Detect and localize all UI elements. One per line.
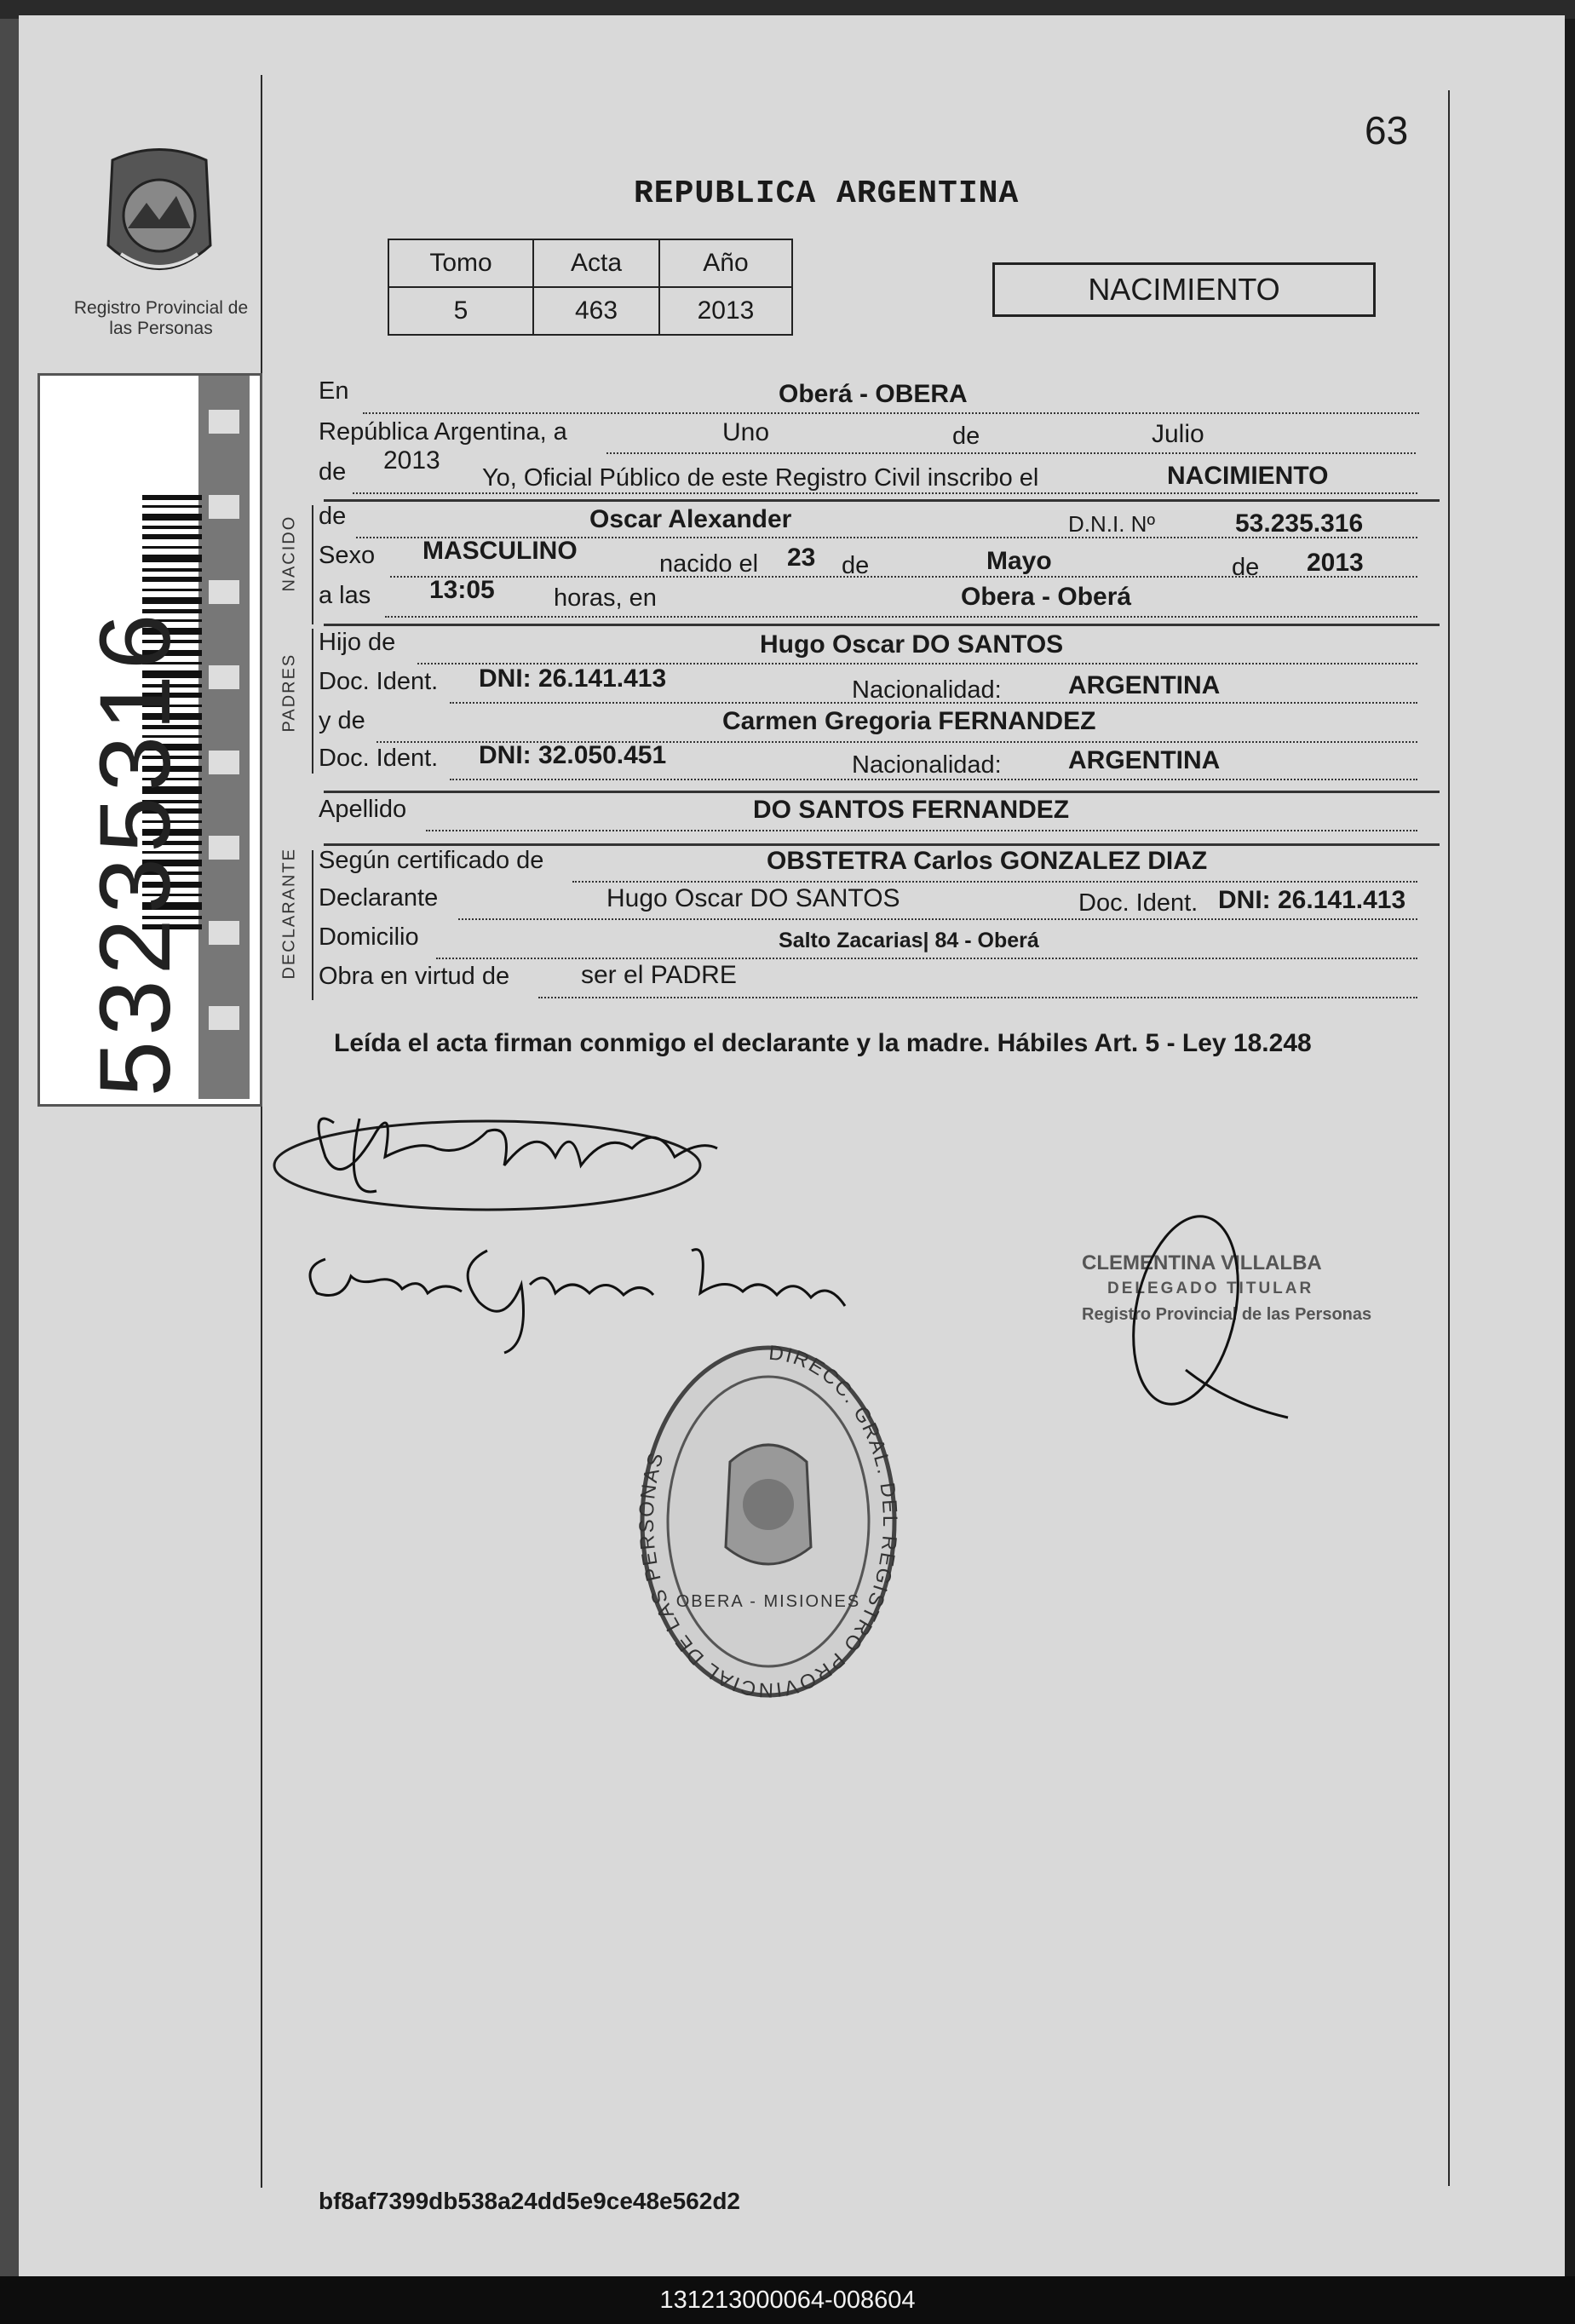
document-hash: bf8af7399db538a24dd5e9ce48e562d2 bbox=[319, 2188, 741, 2214]
dotted-line bbox=[572, 881, 1417, 883]
month-value: Julio bbox=[1152, 420, 1204, 448]
registry-logo-icon bbox=[95, 143, 223, 296]
act-word-value: NACIMIENTO bbox=[1167, 462, 1329, 490]
mother-doc-value: DNI: 32.050.451 bbox=[479, 741, 667, 769]
father-name-value: Hugo Oscar DO SANTOS bbox=[760, 630, 1064, 659]
mother-nat-label: Nacionalidad: bbox=[852, 751, 1002, 779]
reference-table bbox=[388, 239, 793, 336]
dotted-line bbox=[390, 576, 1417, 578]
mother-nat-value: ARGENTINA bbox=[1068, 746, 1221, 774]
barcode-label bbox=[37, 373, 262, 1107]
horas-label: horas, en bbox=[554, 584, 657, 612]
virtud-value: ser el PADRE bbox=[581, 961, 737, 989]
table-header-tomo: Tomo bbox=[388, 239, 533, 287]
child-name-value: Oscar Alexander bbox=[589, 505, 792, 533]
birth-day-value: 23 bbox=[787, 544, 816, 572]
de-year-label: de bbox=[319, 458, 347, 486]
scan-left-edge bbox=[0, 19, 19, 2276]
page-number: 63 bbox=[1365, 108, 1409, 152]
section-bracket bbox=[312, 505, 313, 624]
declarante-value: Hugo Oscar DO SANTOS bbox=[606, 884, 900, 912]
round-seal-icon bbox=[624, 1326, 913, 1700]
barcode-number: 53235316 bbox=[79, 608, 192, 1097]
declarante-doc-value: DNI: 26.141.413 bbox=[1218, 886, 1406, 914]
domicilio-label: Domicilio bbox=[319, 923, 419, 951]
de-name-label: de bbox=[319, 503, 347, 530]
seal-ring-text: DIRECC. GRAL. DEL REGISTRO PROVINCIAL DE LAS PERSONAS bbox=[635, 1341, 901, 1700]
dni-label: D.N.I. Nº bbox=[1068, 511, 1155, 537]
dotted-line bbox=[436, 958, 1417, 959]
padres-section-label: PADRES bbox=[279, 653, 299, 733]
right-margin-line bbox=[1448, 90, 1450, 2186]
birth-year-value: 2013 bbox=[1307, 549, 1364, 577]
father-nat-value: ARGENTINA bbox=[1068, 671, 1221, 699]
nacido-el-label: nacido el bbox=[659, 550, 759, 578]
child-dni-value: 53.235.316 bbox=[1235, 509, 1364, 538]
section-bracket bbox=[312, 850, 313, 1000]
table-value-acta: 463 bbox=[533, 287, 659, 335]
time-value: 13:05 bbox=[429, 576, 495, 604]
sexo-value: MASCULINO bbox=[422, 537, 578, 565]
y-de-label: y de bbox=[319, 707, 365, 734]
table-value-tomo: 5 bbox=[388, 287, 533, 335]
section-bracket bbox=[312, 629, 313, 774]
document-page bbox=[19, 15, 1565, 2277]
de-birth-month-label: de bbox=[842, 552, 870, 579]
dotted-line bbox=[353, 492, 1417, 494]
declarante-section-label: DECLARANTE bbox=[279, 848, 299, 980]
closing-statement: Leída el acta firman conmigo el declarante y la madre. Hábiles Art. 5 - Ley 18.248 bbox=[334, 1029, 1312, 1057]
dotted-line bbox=[606, 452, 1416, 454]
year-value: 2013 bbox=[383, 446, 440, 475]
dotted-line bbox=[363, 412, 1419, 414]
table-header-ano: Año bbox=[659, 239, 792, 287]
section-divider bbox=[324, 499, 1440, 502]
official-initial-signature-icon bbox=[1092, 1199, 1296, 1438]
section-divider bbox=[324, 791, 1440, 793]
country-title: REPUBLICA ARGENTINA bbox=[634, 175, 1020, 212]
stamp-line-3: Registro Provincial de las Personas bbox=[1082, 1305, 1372, 1324]
republic-label: República Argentina, a bbox=[319, 418, 567, 446]
dotted-line bbox=[538, 997, 1417, 998]
en-label: En bbox=[319, 377, 349, 405]
barcode-side-pattern-icon bbox=[198, 376, 250, 1099]
mother-name-value: Carmen Gregoria FERNANDEZ bbox=[722, 707, 1096, 735]
stamp-line-2: DELEGADO TITULAR bbox=[1107, 1280, 1314, 1297]
seal-inner-text: OBERA - MISIONES bbox=[675, 1592, 861, 1611]
act-type-badge: NACIMIENTO bbox=[992, 262, 1376, 317]
de-label: de bbox=[952, 423, 980, 450]
nacido-section-label: NACIDO bbox=[279, 515, 299, 592]
cert-label: Según certificado de bbox=[319, 847, 544, 874]
footer-id: 131213000064-008604 bbox=[0, 2276, 1575, 2324]
section-divider bbox=[324, 624, 1440, 626]
officer-text: Yo, Oficial Público de este Registro Civil inscribo el bbox=[482, 464, 1039, 492]
declarante-doc-label: Doc. Ident. bbox=[1078, 889, 1198, 917]
father-nat-label: Nacionalidad: bbox=[852, 676, 1002, 704]
place-value: Oberá - OBERA bbox=[779, 380, 968, 408]
mother-doc-label: Doc. Ident. bbox=[319, 745, 439, 772]
domicilio-value: Salto Zacarias| 84 - Oberá bbox=[779, 929, 1039, 952]
stamp-line-1: CLEMENTINA VILLALBA bbox=[1082, 1251, 1322, 1274]
declarante-label: Declarante bbox=[319, 884, 439, 912]
a-las-label: a las bbox=[319, 582, 371, 609]
apellido-label: Apellido bbox=[319, 796, 407, 823]
sexo-label: Sexo bbox=[319, 542, 376, 569]
section-divider bbox=[324, 843, 1440, 846]
de-birth-year-label: de bbox=[1232, 554, 1260, 581]
apellido-value: DO SANTOS FERNANDEZ bbox=[753, 796, 1070, 824]
father-doc-label: Doc. Ident. bbox=[319, 668, 439, 695]
dotted-line bbox=[458, 918, 1417, 920]
dotted-line bbox=[426, 830, 1417, 831]
table-header-acta: Acta bbox=[533, 239, 659, 287]
father-doc-value: DNI: 26.141.413 bbox=[479, 664, 667, 693]
registry-logo-caption: Registro Provincial de las Personas bbox=[73, 298, 249, 338]
cert-value: OBSTETRA Carlos GONZALEZ DIAZ bbox=[767, 847, 1208, 875]
birth-month-value: Mayo bbox=[986, 547, 1052, 575]
virtud-label: Obra en virtud de bbox=[319, 963, 510, 990]
hijo-de-label: Hijo de bbox=[319, 629, 396, 656]
table-value-ano: 2013 bbox=[659, 287, 792, 335]
birth-place-value: Obera - Oberá bbox=[961, 583, 1132, 611]
dotted-line bbox=[385, 616, 1417, 618]
day-value: Uno bbox=[722, 418, 770, 446]
